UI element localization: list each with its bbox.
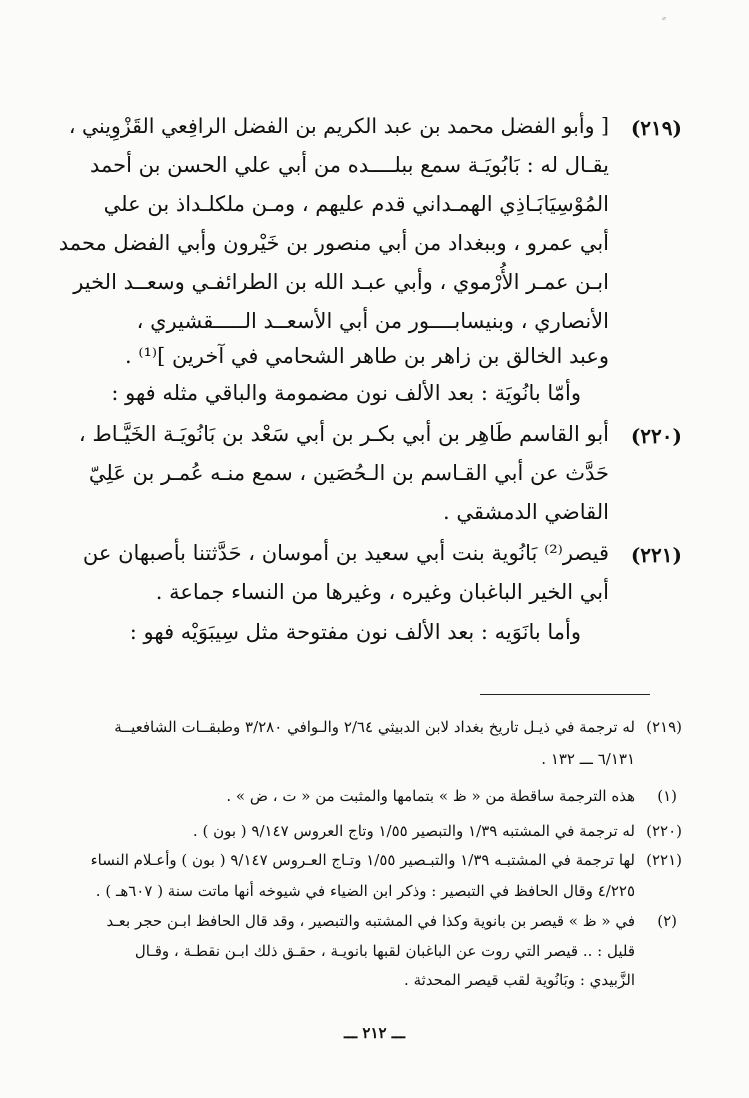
entry-number-221: (٢٢١) [630, 543, 682, 567]
section-heading-banawayh: وأما بانَوَيه : بعد الألف نون مفتوحة مثل سِيبَوَيْه فهو : [129, 620, 581, 644]
page-number: ـــ ٢١٢ ـــ [344, 1024, 405, 1042]
entry-220-line-1: أبو القاسم طَاهِر بن أبي بكـر بن أبي سَعْد بن بَانُويَـة الخَيَّـاط ، [78, 422, 609, 446]
footnote-number-1: (١) [657, 787, 677, 805]
entry-219-line-7: وعبد الخالق بن زاهر بن طاهر الشحامي في آخرين ]⁽¹⁾ . [124, 344, 609, 368]
footnote-2-line-1: في « ظ » قيصر بن بانوية وكذا في المشتبه والتبصير ، وقد قال الحافظ ابـن حجر بعـد [106, 912, 635, 930]
entry-219-line-1: [ وأبو الفضل محمد بن عبد الكريم بن الفضل الرافِعي القَزْوِيني ، [68, 114, 609, 138]
entry-219-line-2: يقـال له : بَابُويَـة سمع ببلــــده من أبي علي الحسن بن أحمد [89, 153, 609, 177]
footnote-2-line-2: قليل : .. قيصر التي روت عن الباغبان لقبها بانويـة ، حقـق ذلك ابـن نقطـة ، وقـال [134, 942, 635, 960]
footnote-separator [480, 694, 650, 695]
entry-number-220: (٢٢٠) [630, 424, 682, 448]
footnote-219-line-2: ٦/١٣١ ـــ ١٣٢ . [541, 750, 635, 768]
footnote-1-line-1: هذه الترجمة ساقطة من « ظ » بتمامها والمثبت من « ت ، ض » . [226, 787, 635, 805]
entry-220-line-3: القاضي الدمشقي . [443, 500, 609, 524]
footnote-221-line-2: ٤/٢٢٥ وقال الحافظ في التبصير : وذكر ابن الضياء في شيوخه أنها ماتت سنة ( ٦٠٧هـ ) . [95, 882, 635, 900]
footnote-number-219: (٢١٩) [646, 718, 682, 736]
footnote-2-line-3: الزَّبيدي : وبَانُوية لقب قيصر المحدثة . [404, 971, 635, 989]
entry-number-219: (٢١٩) [630, 116, 682, 140]
entry-219-line-4: أبي عمرو ، وببغداد من أبي منصور بن خَيْرون وأبي الفضل محمد [58, 231, 609, 255]
footnote-219-line-1: له ترجمة في ذيـل تاريخ بغداد لابن الدبيثي ٢/٦٤ والـوافي ٣/٢٨٠ وطبقــات الشافعيــة [114, 718, 635, 736]
entry-221-line-2: أبي الخير الباغبان وغيره ، وغيرها من النساء جماعة . [155, 580, 609, 604]
entry-221-line-1: قيصر⁽²⁾ بَانُوية بنت أبي سعيد بن أموسان ، حَدَّثتنا بأصبهان عن [82, 541, 609, 565]
footnote-number-2: (٢) [657, 912, 677, 930]
footnote-220-line-1: له ترجمة في المشتبه ١/٣٩ والتبصير ١/٥٥ وتاج العروس ٩/١٤٧ ( بون ) . [192, 822, 635, 840]
entry-219-line-6: الأنصاري ، وبنيسابــــور من أبي الأسعــد الـــــقشيري ، [136, 309, 609, 333]
entry-219-line-5: ابـن عمـر الأُرْموي ، وأبي عبـد الله بن الطرائفـي وسعــد الخير [73, 270, 609, 294]
entry-219-line-3: المُوْسِيَابَـاذِي الهمـداني قدم عليهم ، ومـن ملكلـداذ بن علي [103, 192, 609, 216]
section-heading-banuyah: وأمّا بانُويَة : بعد الألف نون مضمومة والباقي مثله فهو : [111, 381, 581, 405]
footnote-number-221: (٢٢١) [646, 851, 682, 869]
entry-220-line-2: حَدَّث عن أبي القـاسم بن الـحُصَين ، سمع منـه عُمـر بن عَلِيّ [88, 461, 609, 485]
footnote-number-220: (٢٢٠) [646, 822, 682, 840]
footnote-221-line-1: لها ترجمة في المشتبـه ١/٣٩ والتبـصير ١/٥٥ وتـاج العـروس ٩/١٤٧ ( بون ) وأعـلام النساء [90, 851, 635, 869]
